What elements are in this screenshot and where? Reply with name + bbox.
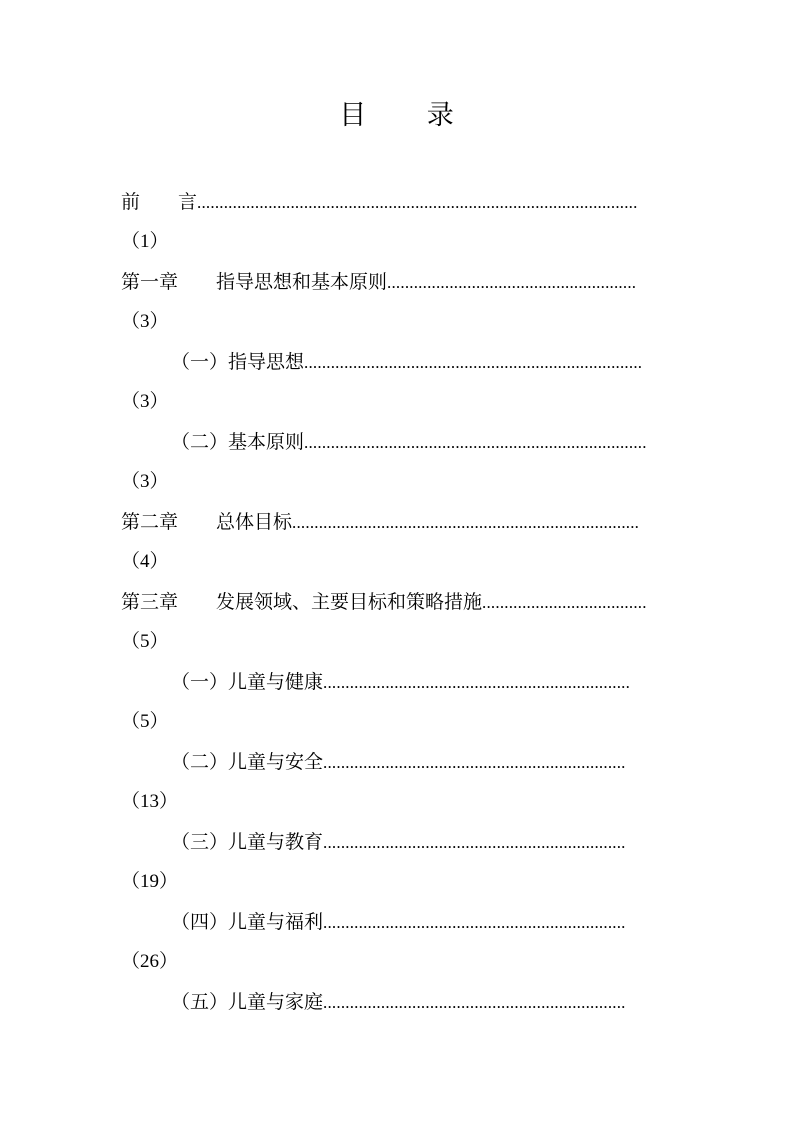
toc-entry-page: （13） xyxy=(121,791,179,812)
toc-entry[interactable] xyxy=(171,828,629,856)
toc-entry-page: （5） xyxy=(121,631,169,652)
toc-entry-page: （4） xyxy=(121,551,169,572)
toc-entry[interactable] xyxy=(121,268,641,296)
dot-leader: .............................................................................. xyxy=(292,513,640,532)
dot-leader: .................................................................... xyxy=(323,833,626,852)
toc-entry[interactable] xyxy=(121,588,650,616)
toc-entry-page: （3） xyxy=(121,391,169,412)
dot-leader: ................................................................................................... xyxy=(197,193,638,212)
toc-entry-label: 第二章 总体目标 xyxy=(121,511,293,533)
toc-entry[interactable] xyxy=(171,348,645,376)
dot-leader: .................................................................... xyxy=(323,993,626,1012)
toc-entry-page: （3） xyxy=(121,311,169,332)
toc-entry[interactable] xyxy=(121,188,641,216)
toc-entry[interactable] xyxy=(121,508,641,536)
toc-entry-page: （26） xyxy=(121,951,179,972)
toc-entry-label: （五）儿童与家庭 xyxy=(171,991,324,1013)
toc-entry[interactable] xyxy=(171,748,629,776)
toc-entry[interactable] xyxy=(171,668,634,696)
toc-entry-label: 第一章 指导思想和基本原则 xyxy=(121,271,388,293)
toc-entry-label: 第三章 发展领域、主要目标和策略措施 xyxy=(121,591,483,613)
toc-entry[interactable] xyxy=(171,428,650,456)
dot-leader: ........................................................ xyxy=(387,273,637,292)
dot-leader: .................................................................... xyxy=(323,753,626,772)
toc-entry-label: （一）儿童与健康 xyxy=(171,671,324,693)
dot-leader: ..................................... xyxy=(482,593,647,612)
toc-entry-label: （四）儿童与福利 xyxy=(171,911,324,933)
toc-entry-page: （19） xyxy=(121,871,179,892)
dot-leader: ............................................................................. xyxy=(304,433,647,452)
toc-title: 目 录 xyxy=(339,100,480,131)
toc-entry-label: 前 言 xyxy=(121,191,198,213)
dot-leader: ..................................................................... xyxy=(323,673,631,692)
toc-entry-label: （一）指导思想 xyxy=(171,351,305,373)
toc-entry-page: （3） xyxy=(121,471,169,492)
toc-entry-page: （5） xyxy=(121,711,169,732)
toc-entry-label: （二）儿童与安全 xyxy=(171,751,324,773)
toc-entry-label: （二）基本原则 xyxy=(171,431,305,453)
toc-entry[interactable] xyxy=(171,908,629,936)
toc-entry-label: （三）儿童与教育 xyxy=(171,831,324,853)
dot-leader: ............................................................................ xyxy=(304,353,643,372)
dot-leader: .................................................................... xyxy=(323,913,626,932)
toc-entry[interactable] xyxy=(171,988,629,1016)
toc-entry-page: （1） xyxy=(121,231,169,252)
